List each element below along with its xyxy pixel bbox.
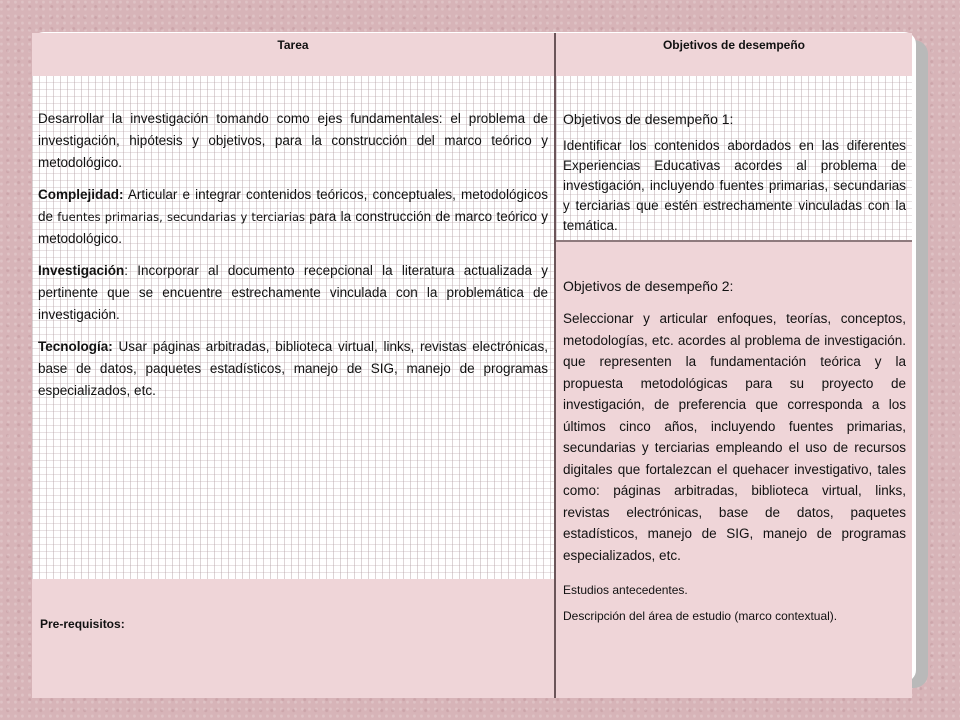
tecnologia-text: Usar páginas arbitradas, biblioteca virtual, links, revistas electrónicas, base de datos, paquetes estadísticos, manejo de SIG, manejo de programas especializados, etc. (38, 339, 548, 398)
complejidad-text-c: para la construcción de marco teórico y metodológico. (38, 209, 548, 246)
tarea-cell (32, 76, 556, 579)
objetivo-1-title: Objetivos de desempeño 1: (563, 111, 734, 127)
header-objetivos (556, 33, 912, 76)
prerequisito-item: Estudios antecedentes. (563, 583, 688, 597)
prerequisitos-label-cell (32, 579, 556, 698)
complejidad-text-a: Articular e integrar contenidos teóricos, conceptuales, metodológicos de (38, 187, 548, 224)
objetivo-2-cell (556, 242, 912, 579)
investigacion-label: Investigación (38, 263, 125, 278)
prerequisitos-label: Pre-requisitos: (40, 617, 125, 631)
tarea-investigacion (38, 260, 548, 326)
objetivo-2-title: Objetivos de desempeño 2: (563, 278, 734, 294)
tarea-tecnologia (38, 336, 548, 402)
prerequisito-item: Descripción del área de estudio (marco contextual). (563, 609, 838, 623)
header-objetivos-label: Objetivos de desempeño (662, 38, 806, 52)
complejidad-text-b: fuentes primarias, secundarias y terciarias (57, 210, 306, 224)
complejidad-label: Complejidad: (38, 187, 124, 202)
tarea-complejidad (38, 184, 548, 250)
tarea-intro: Desarrollar la investigación tomando como ejes fundamentales: el problema de investigación, hipótesis y objetivos, para la construcción del marco teórico y metodológico. (38, 111, 548, 170)
header-tarea-label: Tarea (277, 38, 309, 52)
investigacion-text: : Incorporar al documento recepcional la literatura actualizada y pertinente que se encuentre estrechamente vinculada con la problemática de investigación. (38, 263, 548, 322)
objetivo-1-text: Identificar los contenidos abordados en las diferentes Experiencias Educativas acordes al problema de investigación, incluyendo fuentes primarias, secundarias y terciarias que estén estrechamente vinculadas con la temática. (563, 138, 906, 233)
prerequisitos-content-cell (556, 579, 912, 698)
objetivo-2-text: Seleccionar y articular enfoques, teorías, conceptos, metodologías, etc. acordes al problema de investigación. que representen la fundamentación teórica y la propuesta metodológicas para su proyecto de investigación, de preferencia que corresponda a los últimos cinco años, incluyendo fuentes primarias, secundarias y terciarias empleando el uso de recursos digitales que fortalezcan el quehacer investigativo, tales como: páginas arbitradas, biblioteca virtual, links, revistas electrónicas, base de datos, paquetes estadísticos, manejo de SIG, manejo de programas especializados, etc. (563, 311, 906, 563)
tecnologia-label: Tecnología: (38, 339, 113, 354)
header-tarea (32, 33, 556, 76)
objetivo-1-cell (556, 76, 912, 242)
